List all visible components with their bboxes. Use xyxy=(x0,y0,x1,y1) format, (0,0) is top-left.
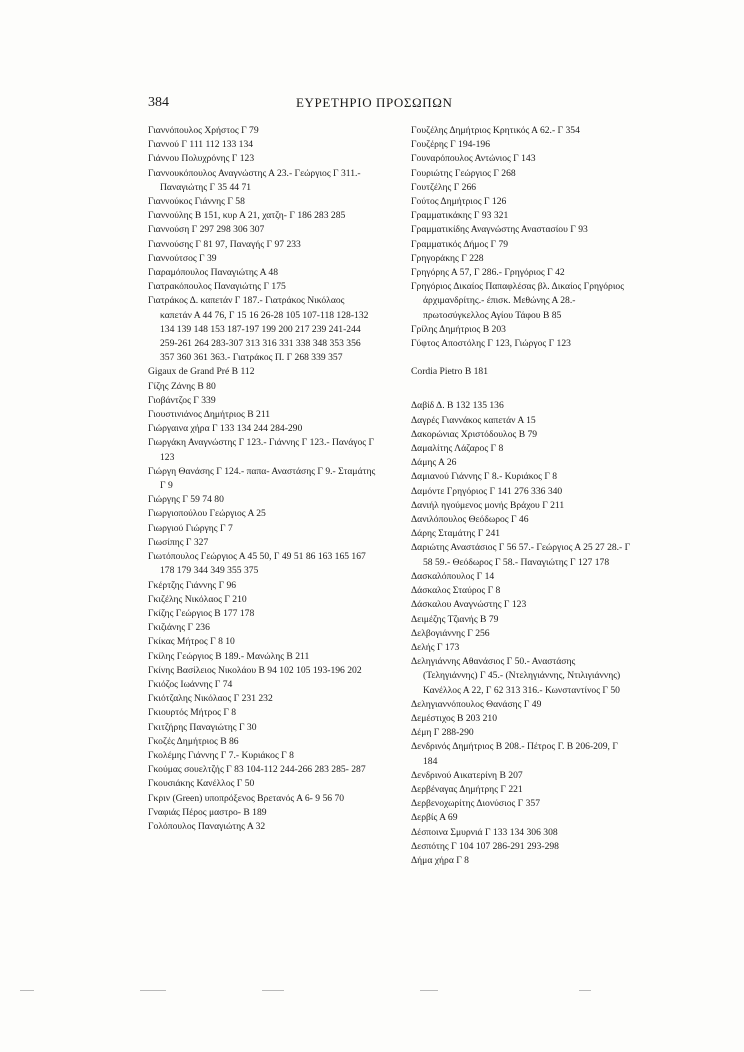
index-section-latin xyxy=(411,365,631,379)
index-entry: Γουτζέλης Γ 266 xyxy=(411,181,477,193)
index-entry: Δερβενοχωρίτης Διονύσιος Γ 357 xyxy=(411,798,541,810)
index-entry: Δέμη Γ 288-290 xyxy=(411,727,474,739)
index-entry: Γκίζης Γεώργιος Β 177 178 xyxy=(148,607,255,619)
index-entry: Γκιτζήρης Παναγιώτης Γ 30 xyxy=(148,721,257,733)
index-entry: Γιαννούκος Γιάννης Γ 58 xyxy=(148,196,245,208)
index-entry: Γιωργιοπούλου Γεώργιος Α 25 xyxy=(148,508,266,520)
index-entry: Δάμης Α 26 xyxy=(411,457,457,469)
index-entry: Γκίκας Μήτρος Γ 8 10 xyxy=(148,636,235,648)
index-entry: Δενδρινός Δημήτριος Β 208.- Πέτρος Γ. Β 206-209, Γ 184 xyxy=(411,741,618,767)
index-entry: Δακορώνιας Χριστόδουλος Β 79 xyxy=(411,428,538,440)
index-entry: Γούτος Δημήτριος Γ 126 xyxy=(411,196,507,208)
index-entry: Δαμόντε Γρηγόριος Γ 141 276 336 340 xyxy=(411,485,563,497)
index-entry: Γιατράκος Δ. καπετάν Γ 187.- Γιατράκος Νικόλαος καπετάν Α 44 76, Γ 15 16 26-28 105 107-118 128-132 134 139 148 153 187-197 199 200 217 239 241-244 259-261 264 283-307 313 316 331 338 348 353 356 357 360 361 363.- Γιατράκος Π. Γ 268 339 357 xyxy=(148,295,369,364)
index-entry: Δελβογιάννης Γ 256 xyxy=(411,627,490,639)
index-entry: Γιώργη Θανάσης Γ 124.- παπα- Αναστάσης Γ 9.- Σταμάτης Γ 9 xyxy=(148,465,376,492)
index-entry: Γύφτος Αποστόλης Γ 123, Γιώργος Γ 123 xyxy=(411,338,571,350)
scan-artifact xyxy=(579,990,591,991)
index-entry: Δασκαλόπουλος Γ 14 xyxy=(411,570,495,582)
page-header xyxy=(148,95,608,115)
index-entry: Δάρης Σταμάτης Γ 241 xyxy=(411,528,501,540)
index-entry: Γκιότζαλης Νικόλαος Γ 231 232 xyxy=(148,693,273,705)
index-entry: Δερβέναγας Δημήτρης Γ 221 xyxy=(411,783,523,795)
index-entry: Γκουσιάκης Κανέλλος Γ 50 xyxy=(148,778,255,790)
index-entry: Γραμματικάκης Γ 93 321 xyxy=(411,210,509,222)
index-entry: Δεληγιαννόπουλος Θανάσης Γ 49 xyxy=(411,698,542,710)
index-entry: Γιαννόπουλος Χρήστος Γ 79 xyxy=(148,125,259,136)
index-entry: Δάσκαλος Σταύρος Γ 8 xyxy=(411,585,501,597)
index-entry: Gigaux de Grand Pré Β 112 xyxy=(148,366,255,378)
index-entry: Δεμέστιχος Β 203 210 xyxy=(411,712,497,724)
index-entry: Γιώργης Γ 59 74 80 xyxy=(148,494,224,506)
index-entry: Γιαννούλης Β 151, κυρ Α 21, χατζη- Γ 186 283 285 xyxy=(148,210,346,222)
index-column-right xyxy=(411,124,631,868)
index-entry: Δανιλόπουλος Θεόδωρος Γ 46 xyxy=(411,514,529,526)
index-entry: Γκριν (Green) υποπρόξενος Βρετανός Α 6- 9 56 70 xyxy=(148,792,345,804)
index-entry: Γραμματικός Δήμος Γ 79 xyxy=(411,238,509,250)
page-number: 384 xyxy=(148,95,169,110)
index-entry: Γιώργαινα χήρα Γ 133 134 244 284-290 xyxy=(148,423,303,435)
index-section-gamma xyxy=(411,124,631,351)
index-entry: Δαγρές Γιαννάκος καπετάν Α 15 xyxy=(411,414,536,426)
index-entry: Γρίλης Δημήτριος Β 203 xyxy=(411,323,506,335)
index-entry: Γρηγόριος Δικαίος Παπαφλέσας βλ. Δικαίος Γρηγόριος άρχιμανδρίτης.- έπισκ. Μεθώνης Α 28.- πρωτοσύγκελλος Αγίου Τάφου Β 85 xyxy=(411,281,625,321)
index-entry: Δαβίδ Δ. Β 132 135 136 xyxy=(411,400,504,412)
index-entry: Γίζης Ζάνης Β 80 xyxy=(148,380,216,392)
index-entry: Γιαννούση Γ 297 298 306 307 xyxy=(148,224,265,236)
index-entry: Γιατρακόπουλος Παναγιώτης Γ 175 xyxy=(148,281,286,293)
scan-artifact xyxy=(20,990,34,991)
index-entry: Γκιζιάνης Γ 236 xyxy=(148,622,210,634)
index-entry: Γιαννουκόπουλος Αναγνώστης Α 23.- Γεώργιος Γ 311.- Παναγιώτης Γ 35 44 71 xyxy=(148,167,361,193)
index-entry: Γκοζές Δημήτριος Β 86 xyxy=(148,735,239,747)
index-entry: Γιοβάντζος Γ 339 xyxy=(148,394,216,406)
section-gap xyxy=(411,379,631,399)
index-entry: Γιαραμόπουλος Παναγιώτης Α 48 xyxy=(148,267,278,279)
index-entry: Δάσκαλου Αναγνώστης Γ 123 xyxy=(411,599,527,611)
index-entry: Γουριώτης Γεώργιος Γ 268 xyxy=(411,167,516,179)
index-entry: Γιαννούσης Γ 81 97, Παναγής Γ 97 233 xyxy=(148,238,301,250)
index-column-left xyxy=(148,124,376,834)
index-entry: Γουζέρης Γ 194-196 xyxy=(411,139,491,151)
index-entry: Γκέρτζης Γιάννης Γ 96 xyxy=(148,579,237,591)
index-section-delta xyxy=(411,399,631,868)
index-entry: Δεσπότης Γ 104 107 286-291 293-298 xyxy=(411,840,559,852)
index-entry: Γρηγόρης Α 57, Γ 286.- Γρηγόριος Γ 42 xyxy=(411,267,565,279)
index-entry: Δέσποινα Σμυρνιά Γ 133 134 306 308 xyxy=(411,826,558,838)
index-entry: Γραμματικίδης Αναγνώστης Αναστασίου Γ 93 xyxy=(411,224,588,236)
index-entry: Δήμα χήρα Γ 8 xyxy=(411,854,469,866)
index-entry: Δεληγιάννης Αθανάσιος Γ 50.- Αναστάσης (Τεληγιάννης) Γ 45.- (Ντεληγιάννης, Ντιλιγιάννης) Κανέλλος Α 22, Γ 62 313 316.- Κωνσταντίνος Γ 50 xyxy=(411,656,621,696)
index-entry: Cordia Pietro Β 181 xyxy=(411,366,489,378)
scan-artifact xyxy=(420,990,438,991)
index-entry: Γκιουρτός Μήτρος Γ 8 xyxy=(148,707,237,719)
index-entry: Γκολέμης Γιάννης Γ 7.- Κυριάκος Γ 8 xyxy=(148,749,294,761)
index-entry: Δαριώτης Αναστάσιος Γ 56 57.- Γεώργιος Α 25 27 28.- Γ 58 59.- Θεόδωρος Γ 58.- Παναγιώτης Γ 127 178 xyxy=(411,542,631,568)
section-gap xyxy=(411,351,631,365)
index-entry: Γιωργιού Γιώργης Γ 7 xyxy=(148,522,233,534)
index-entry: Γρηγοράκης Γ 228 xyxy=(411,252,484,264)
index-entry: Δαμαλίτης Λάζαρος Γ 8 xyxy=(411,443,504,455)
index-entry: Γουναρόπουλος Αντώνιος Γ 143 xyxy=(411,153,536,165)
index-entry: Δανιήλ ηγούμενος μονής Βράχου Γ 211 xyxy=(411,499,565,511)
index-entry: Γκίνης Βασίλειος Νικολάου Β 94 102 105 193-196 202 xyxy=(148,664,362,676)
index-entry: Γιωργάκη Αναγνώστης Γ 123.- Γιάννης Γ 123.- Πανάγος Γ 123 xyxy=(148,437,375,463)
index-entry: Δερβίς Α 69 xyxy=(411,812,458,824)
index-entry: Γιάννου Πολυχρόνης Γ 123 xyxy=(148,153,255,165)
index-entry: Γιωτόπουλος Γεώργιος Α 45 50, Γ 49 51 86 163 165 167 178 179 344 349 355 375 xyxy=(148,551,366,577)
page-title: ΕΥΡΕΤΗΡΙΟ ΠΡΟΣΩΠΩΝ xyxy=(296,95,453,110)
index-entry: Δαμιανού Γιάννης Γ 8.- Κυριάκος Γ 8 xyxy=(411,471,558,483)
index-entry: Γναφιάς Πέρος μαστρο- Β 189 xyxy=(148,806,267,818)
index-entry: Γκιόζος Ιωάννης Γ 74 xyxy=(148,678,233,690)
index-entry: Γουζέλης Δημήτριος Κρητικός Α 62.- Γ 354 xyxy=(411,125,580,136)
index-entry: Γιαννού Γ 111 112 133 134 xyxy=(148,139,254,151)
index-entry: Δενδρινού Αικατερίνη Β 207 xyxy=(411,769,523,781)
index-entry: Γιωσίπης Γ 327 xyxy=(148,536,209,548)
scan-artifact xyxy=(140,990,166,991)
index-entry: Δελής Γ 173 xyxy=(411,641,460,653)
index-entry: Γκούμας σουελτζής Γ 83 104-112 244-266 283 285- 287 xyxy=(148,764,366,776)
index-entry: Γιουστινιάνος Δημήτριος Β 211 xyxy=(148,409,271,421)
scan-artifact xyxy=(262,990,284,991)
index-entry: Γιαννούτσος Γ 39 xyxy=(148,252,217,264)
index-entry: Γολόπουλος Παναγιώτης Α 32 xyxy=(148,820,266,832)
index-entry: Γκιζέλης Νικόλαος Γ 210 xyxy=(148,593,247,605)
index-entry: Δειμέζης Τζιανής Β 79 xyxy=(411,613,499,625)
index-entry: Γκίλης Γεώργιος Β 189.- Μανώλης Β 211 xyxy=(148,650,310,662)
